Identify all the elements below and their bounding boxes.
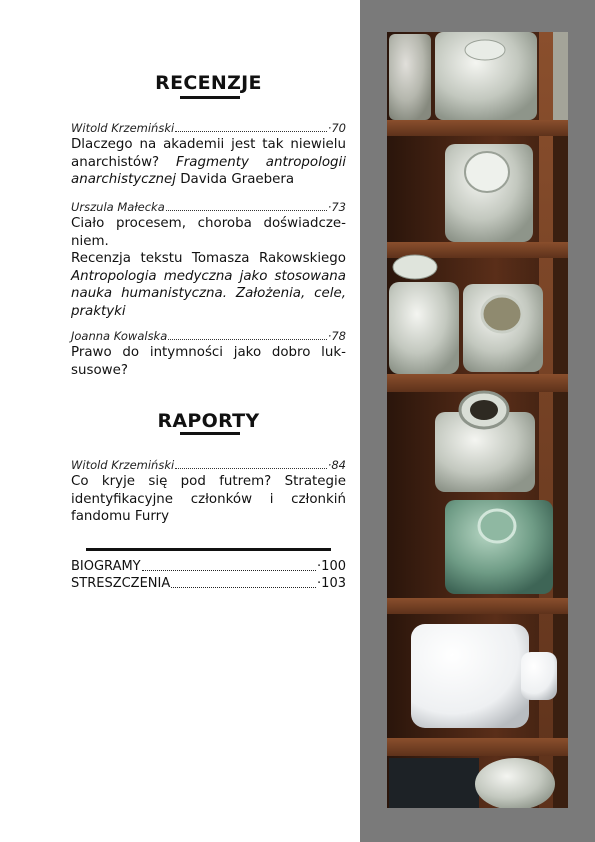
article-subtitle	[71, 250, 346, 320]
title-part: Dlaczego na akademii jest tak niewielu anarchistów?	[71, 137, 346, 170]
page-number: ·84	[327, 458, 346, 472]
toc-line-streszczenia[interactable]	[71, 575, 346, 591]
article-title	[71, 136, 346, 189]
section-title-text: RECENZJE	[155, 72, 262, 94]
section-underline	[180, 96, 240, 99]
dot-leader	[175, 468, 327, 469]
toc-entry[interactable]	[71, 329, 346, 379]
author-line	[71, 458, 346, 472]
page-number: ·103	[317, 576, 346, 591]
author-line	[71, 121, 346, 135]
author-name: Witold Krzemiński	[71, 458, 175, 472]
author-name: Witold Krzemiński	[71, 121, 175, 135]
title-italic-part: Fragmenty antropologii anarchistycznej	[71, 154, 346, 187]
dot-leader	[171, 587, 316, 588]
article-title: Ciało procesem, choroba doświadczeniem.	[71, 216, 346, 249]
toc-line-biogramy[interactable]	[71, 558, 346, 574]
section-title-recenzje	[71, 72, 346, 94]
dot-leader	[142, 570, 316, 571]
title-part: Davida Graebera	[175, 172, 295, 187]
page-number: ·78	[327, 329, 346, 343]
author-line	[71, 200, 346, 214]
divider-rule	[86, 548, 331, 551]
toc-entry[interactable]	[71, 458, 346, 526]
toc-entry[interactable]	[71, 121, 346, 189]
ink-bottles-illustration	[387, 32, 568, 808]
dot-leader	[168, 339, 326, 340]
page-number: ·73	[327, 200, 346, 214]
toc-entry[interactable]	[71, 200, 346, 320]
section-underline	[180, 432, 240, 435]
title-part: Recenzja tekstu Tomasza Rakowskiego	[71, 251, 346, 266]
section-title-text: RAPORTY	[157, 410, 260, 432]
author-name: Urszula Małecka	[71, 200, 165, 214]
article-title: Prawo do intymności jako dobro luksusowe?	[71, 345, 346, 378]
cover-photo	[387, 32, 568, 808]
toc-label: STRESZCZENIA	[71, 576, 171, 591]
title-italic-part: Antropologia medyczna jako stosowana nauka humanistyczna. Założenia, cele, praktyki	[71, 268, 346, 319]
article-title: Co kryje się pod futrem? Strategie identyfikacyjne członków i członkiń fandomu Furry	[71, 474, 346, 524]
dot-leader	[175, 131, 327, 132]
dot-leader	[166, 210, 327, 211]
section-title-raporty	[71, 410, 346, 432]
toc-label: BIOGRAMY	[71, 559, 141, 574]
page-number: ·70	[327, 121, 346, 135]
author-line	[71, 329, 346, 343]
page-number: ·100	[317, 559, 346, 574]
author-name: Joanna Kowalska	[71, 329, 168, 343]
